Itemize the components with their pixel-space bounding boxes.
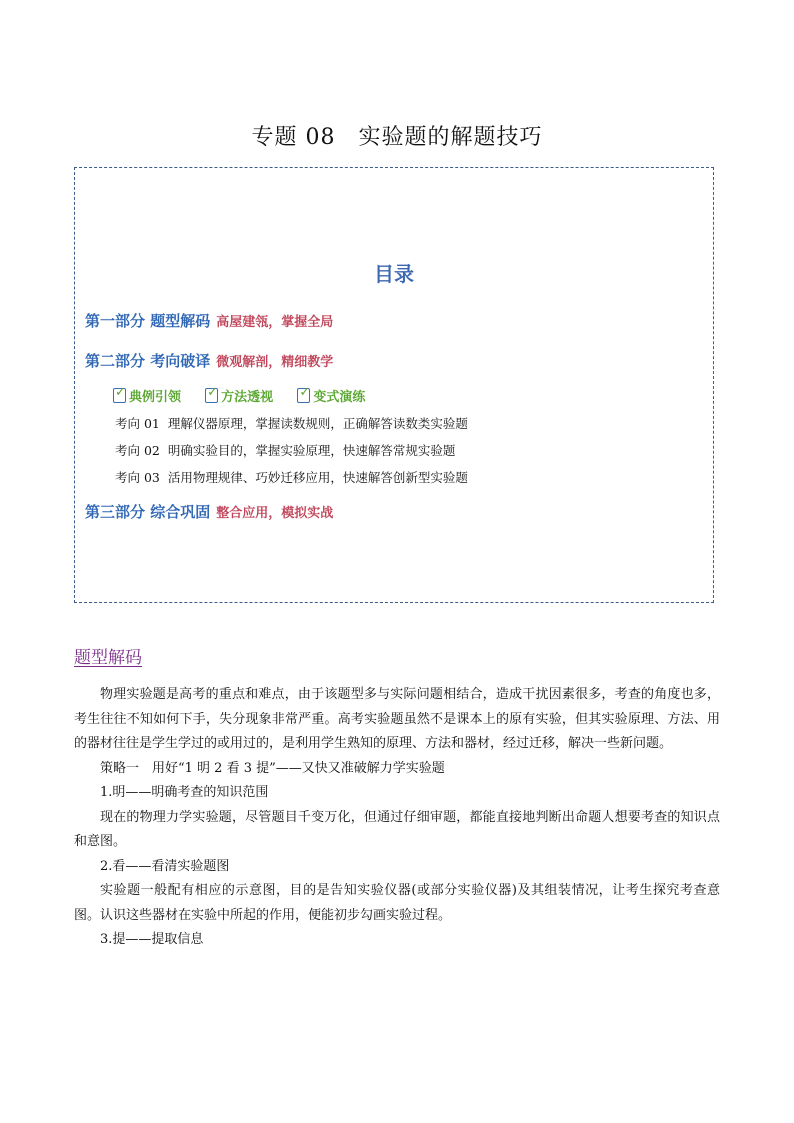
part-description: 整合应用，模拟实战: [216, 506, 334, 521]
entry-number: 考向 03: [115, 470, 160, 485]
paragraph: 现在的物理力学实验题，尽管题目千变万化，但通过仔细审题，都能直接地判断出命题人想要考查的知识点和意图。: [74, 809, 720, 849]
paragraph: 3.提——提取信息: [100, 932, 204, 947]
part-description: 高屋建瓴，掌握全局: [216, 315, 334, 330]
paragraph: 2.看——看清实验题图: [100, 858, 230, 874]
entry-text: 活用物理规律、巧妙迁移应用，快速解答创新型实验题: [167, 470, 468, 485]
document-check-icon: [297, 388, 310, 403]
entry-number: 考向 01: [115, 416, 160, 431]
paragraph: 实验题一般配有相应的示意图，目的是告知实验仪器(或部分实验仪器)及其组装情况，让考生探究考查意图。认识这些器材在实验中所起的作用，便能初步勾画实验过程。: [74, 883, 720, 923]
paragraph: 1.明——明确考查的知识范围: [100, 785, 269, 800]
document-check-icon: [113, 388, 126, 403]
section-heading: 题型解码: [74, 648, 142, 668]
toc-entry[interactable]: [115, 414, 468, 432]
toc-part-1[interactable]: [85, 310, 333, 331]
document-title: 专题 08 实验题的解题技巧: [251, 125, 543, 150]
entry-text: 明确实验目的，掌握实验原理，快速解答常规实验题: [167, 443, 456, 458]
section-body: [74, 683, 720, 953]
part-name: 第一部分 题型解码: [85, 312, 211, 330]
paragraph: 策略一 用好“1 明 2 看 3 提”——又快又准破解力学实验题: [100, 760, 445, 776]
tag-method[interactable]: ✓ 方法透视: [205, 386, 273, 405]
table-of-contents: [74, 167, 714, 603]
toc-entry[interactable]: [115, 441, 455, 459]
entry-number: 考向 02: [115, 443, 160, 458]
paragraph: 物理实验题是高考的重点和难点，由于该题型多与实际问题相结合，造成干扰因素很多，考查的角度也多，考生往往不知如何下手，失分现象非常严重。高考实验题虽然不是课本上的原有实验，但其实验原理、方法、用的器材往往是学生学过的或用过的，是利用学生熟知的原理、方法和器材，经过迁移，解决一些新问题。: [74, 687, 720, 751]
toc-part-3[interactable]: [85, 501, 333, 522]
tag-example[interactable]: ✓ 典例引领: [113, 386, 181, 405]
toc-tags: [113, 386, 385, 407]
part-name: 第二部分 考向破译: [85, 352, 211, 370]
entry-text: 理解仪器原理，掌握读数规则，正确解答读数类实验题: [167, 416, 468, 431]
toc-part-2[interactable]: [85, 350, 333, 371]
toc-entry[interactable]: [115, 468, 468, 486]
document-check-icon: [205, 388, 218, 403]
part-description: 微观解剖，精细教学: [216, 355, 334, 370]
part-name: 第三部分 综合巩固: [85, 503, 211, 521]
toc-heading: 目录: [374, 262, 414, 286]
tag-practice[interactable]: ✓ 变式演练: [297, 386, 365, 405]
